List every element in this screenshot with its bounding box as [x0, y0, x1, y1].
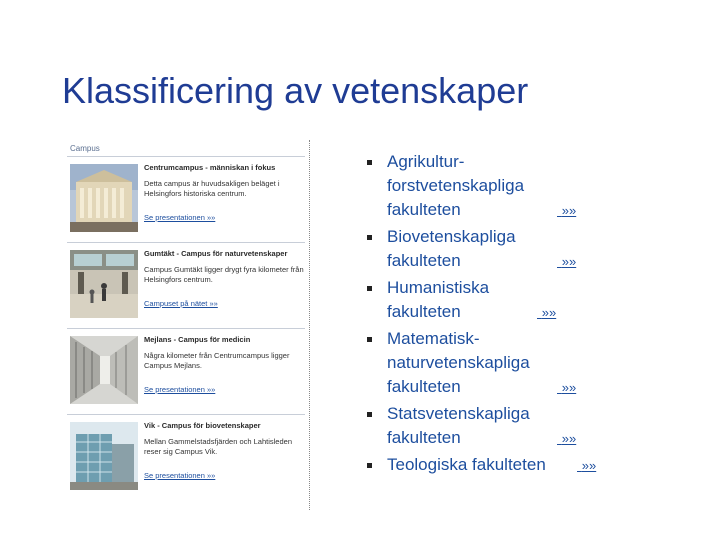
bullet-icon — [367, 235, 372, 240]
campus-item-mejlans — [67, 328, 305, 415]
campus-title: Mejlans - Campus för medicin — [144, 335, 251, 344]
faculty-arrows: »» — [561, 254, 577, 269]
faculty-item-agrikultur — [366, 150, 606, 223]
campus-item-gumtakt — [67, 242, 305, 329]
campus-description: Detta campus är huvudsakligen beläget i Helsingfors historiska centrum. — [144, 179, 280, 198]
university-building-photo — [70, 164, 138, 232]
faculty-item-stats — [366, 402, 606, 451]
campus-title: Gumtäkt - Campus för naturvetenskaper — [144, 249, 288, 258]
campus-title: Vik - Campus för biovetenskaper — [144, 421, 261, 430]
campus-item-centrum — [67, 156, 305, 243]
faculty-item-matematisk — [366, 327, 606, 400]
faculty-link[interactable] — [387, 152, 577, 219]
faculty-list — [366, 150, 606, 480]
faculty-link[interactable] — [387, 455, 596, 474]
campus-header: Campus — [70, 144, 100, 153]
faculty-arrows: »» — [561, 431, 577, 446]
faculty-arrows: »» — [561, 203, 577, 218]
faculty-link[interactable] — [387, 329, 577, 396]
campus-hall-photo — [70, 250, 138, 318]
slide-title: Klassificering av vetenskaper — [62, 70, 529, 111]
campus-title: Centrumcampus - människan i fokus — [144, 163, 276, 172]
faculty-name: Teologiska fakulteten — [387, 455, 546, 474]
campus-presentation-link[interactable]: Se presentationen »» — [144, 385, 216, 394]
faculty-name: Statsvetenskapliga fakulteten — [387, 404, 530, 447]
campus-description: Några kilometer från Centrumcampus ligger Campus Mejlans. — [144, 351, 290, 370]
faculty-name: Humanistiska fakulteten — [387, 278, 490, 321]
glass-building-photo — [70, 422, 138, 490]
faculty-link[interactable] — [387, 278, 557, 321]
bullet-icon — [367, 286, 372, 291]
campus-presentation-link[interactable]: Se presentationen »» — [144, 471, 216, 480]
bullet-icon — [367, 412, 372, 417]
corridor-photo — [70, 336, 138, 404]
faculty-name: Agrikultur-forstvetenskapliga fakulteten — [387, 152, 525, 219]
faculty-item-humanistiska — [366, 276, 606, 325]
bullet-icon — [367, 463, 372, 468]
faculty-arrows: »» — [541, 305, 557, 320]
faculty-name: Matematisk-naturvetenskapliga fakulteten — [387, 329, 530, 396]
bullet-icon — [367, 337, 372, 342]
campus-panel — [67, 140, 307, 510]
dotted-divider — [309, 140, 310, 510]
faculty-link[interactable] — [387, 227, 577, 270]
faculty-item-bio — [366, 225, 606, 274]
campus-description: Mellan Gammelstadsfjärden och Lahtisleden reser sig Campus Vik. — [144, 437, 292, 456]
campus-description: Campus Gumtäkt ligger drygt fyra kilometer från Helsingfors centrum. — [144, 265, 304, 284]
faculty-arrows: »» — [581, 458, 597, 473]
faculty-name: Biovetenskapliga fakulteten — [387, 227, 516, 270]
campus-web-link[interactable]: Campuset på nätet »» — [144, 299, 218, 308]
faculty-link[interactable] — [387, 404, 577, 447]
campus-presentation-link[interactable]: Se presentationen »» — [144, 213, 216, 222]
campus-item-vik — [67, 414, 305, 501]
bullet-icon — [367, 160, 372, 165]
faculty-item-teologiska — [366, 453, 606, 478]
faculty-arrows: »» — [561, 380, 577, 395]
